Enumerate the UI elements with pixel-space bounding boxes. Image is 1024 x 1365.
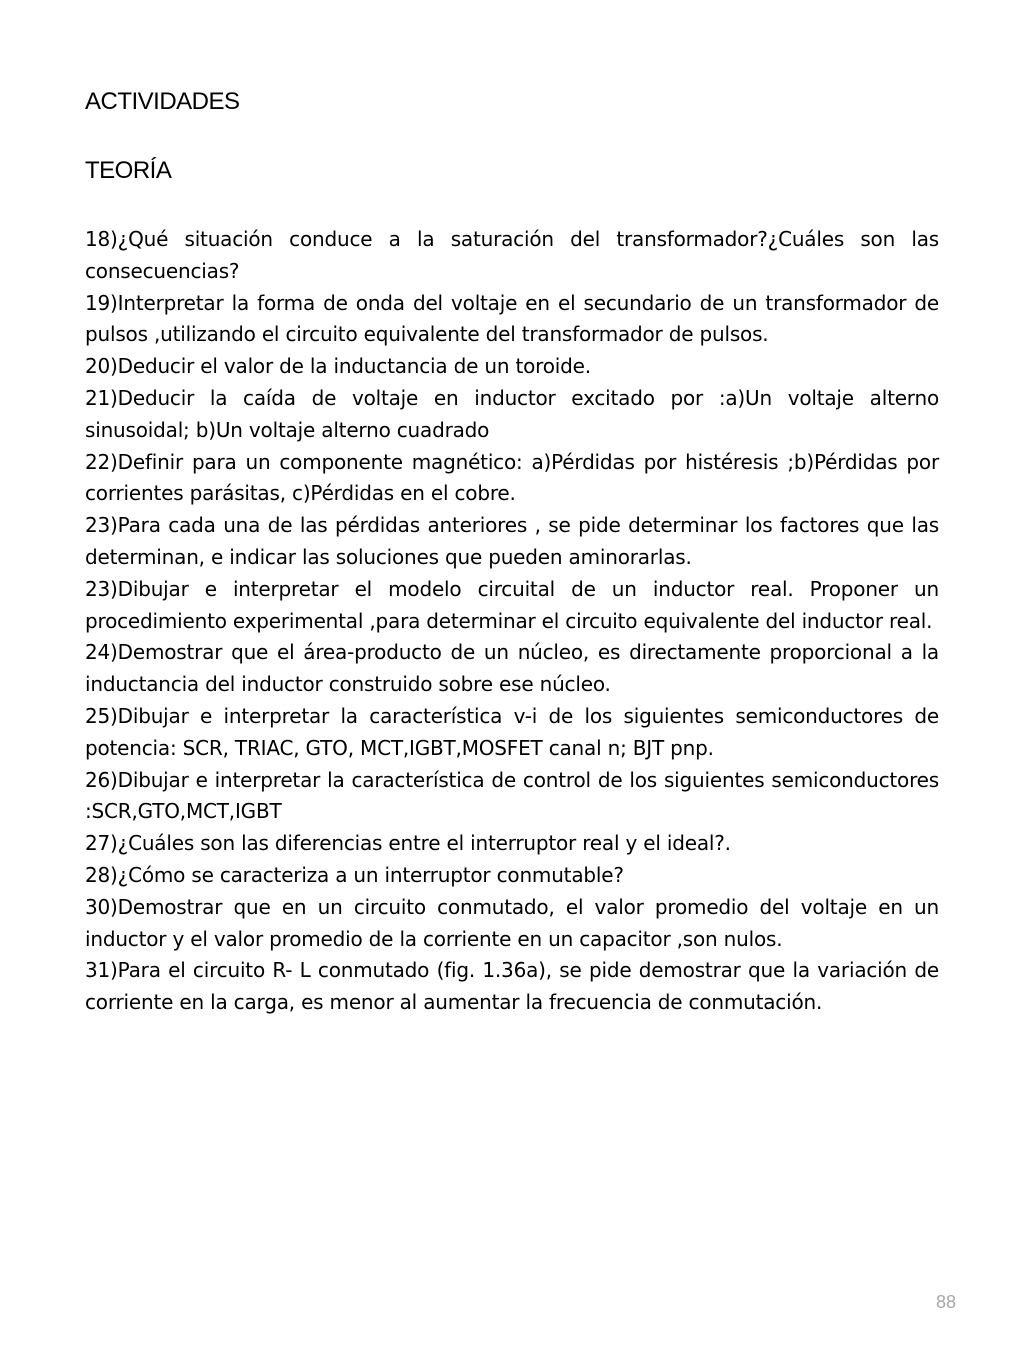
question-item: 20)Deducir el valor de la inductancia de un toroide. — [85, 354, 591, 379]
question-item: 28)¿Cómo se caracteriza a un interruptor conmutable? — [85, 862, 624, 887]
question-item: 27)¿Cuáles son las diferencias entre el interruptor real y el ideal?. — [85, 831, 731, 856]
question-item: 19)Interpretar la forma de onda del voltaje en el secundario de un transformador de pulsos ,utilizando el circuito equivalente del transformador de pulsos. — [85, 290, 939, 347]
question-item: 24)Demostrar que el área-producto de un núcleo, es directamente proporcional a la inductancia del inductor construido sobre ese núcleo. — [85, 640, 939, 697]
section-title-activities: ACTIVIDADES — [85, 88, 240, 115]
section-title-theory: TEORÍA — [85, 157, 172, 184]
question-item: 23)Para cada una de las pérdidas anteriores , se pide determinar los factores que las determinan, e indicar las soluciones que pueden aminorarlas. — [85, 513, 939, 569]
question-item: 26)Dibujar e interpretar la característica de control de los siguientes semiconductores :SCR,GTO,MCT,IGBT — [85, 767, 939, 824]
question-item: 18)¿Qué situación conduce a la saturación del transformador?¿Cuáles son las consecuencias? — [85, 227, 939, 283]
page-number: 88 — [936, 1292, 957, 1312]
question-list — [85, 224, 939, 1019]
question-item: 21)Deducir la caída de voltaje en inductor excitado por :a)Un voltaje alterno sinusoidal; b)Un voltaje alterno cuadrado — [85, 385, 939, 442]
question-item: 25)Dibujar e interpretar la característica v-i de los siguientes semiconductores de potencia: SCR, TRIAC, GTO, MCT,IGBT,MOSFET canal n; BJT pnp. — [85, 703, 939, 760]
question-item: 23)Dibujar e interpretar el modelo circuital de un inductor real. Proponer un procedimiento experimental ,para determinar el circuito equivalente del inductor real. — [85, 576, 939, 633]
question-item: 31)Para el circuito R- L conmutado (fig. 1.36a), se pide demostrar que la variación de corriente en la carga, es menor al aumentar la frecuencia de conmutación. — [85, 958, 939, 1015]
question-item: 30)Demostrar que en un circuito conmutado, el valor promedio del voltaje en un inductor y el valor promedio de la corriente en un capacitor ,son nulos. — [85, 894, 939, 951]
question-item: 22)Definir para un componente magnético: a)Pérdidas por histéresis ;b)Pérdidas por corrientes parásitas, c)Pérdidas en el cobre. — [85, 449, 939, 506]
